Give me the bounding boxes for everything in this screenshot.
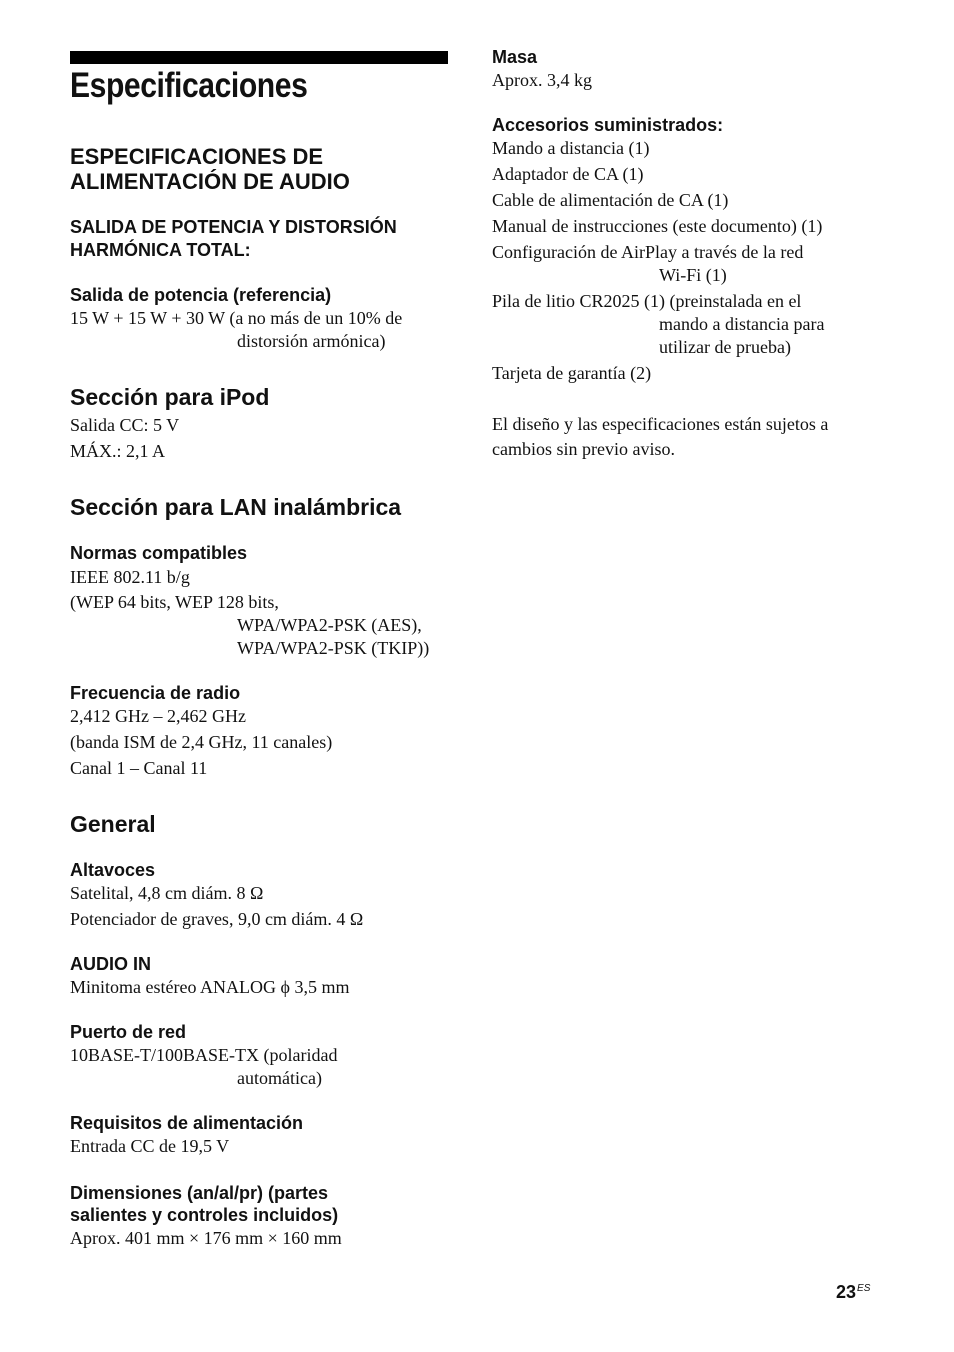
dimensiones-line1: Aprox. 401 mm × 176 mm × 160 mm bbox=[70, 1228, 342, 1248]
altavoces-line1: Satelital, 4,8 cm diám. 8 Ω bbox=[70, 883, 264, 903]
heading-potencia: Salida de potencia (referencia) bbox=[70, 285, 332, 305]
masa-line1: Aprox. 3,4 kg bbox=[492, 70, 592, 90]
heading-accesorios: Accesorios suministrados: bbox=[492, 115, 724, 135]
potencia-line2: distorsión armónica) bbox=[237, 331, 386, 351]
section-heading-audio-line2: ALIMENTACIÓN DE AUDIO bbox=[70, 169, 350, 194]
frecuencia-line3: Canal 1 – Canal 11 bbox=[70, 758, 208, 778]
puerto-line1: 10BASE-T/100BASE-TX (polaridad bbox=[70, 1045, 338, 1065]
accesorios-line9: utilizar de prueba) bbox=[659, 337, 791, 357]
frecuencia-line2: (banda ISM de 2,4 GHz, 11 canales) bbox=[70, 732, 333, 752]
ipod-line1: Salida CC: 5 V bbox=[70, 415, 180, 435]
potencia-line1: 15 W + 15 W + 30 W (a no más de un 10% de bbox=[70, 308, 403, 328]
section-heading-ipod: Sección para iPod bbox=[70, 384, 270, 410]
altavoces-line2: Potenciador de graves, 9,0 cm diám. 4 Ω bbox=[70, 909, 364, 929]
accesorios-line1: Mando a distancia (1) bbox=[492, 138, 650, 158]
heading-audio-in: AUDIO IN bbox=[70, 954, 151, 974]
normas-line4: WPA/WPA2-PSK (TKIP)) bbox=[237, 638, 430, 658]
heading-masa: Masa bbox=[492, 47, 538, 67]
puerto-line2: automática) bbox=[237, 1068, 322, 1088]
heading-altavoces: Altavoces bbox=[70, 860, 156, 880]
accesorios-line7: Pila de litio CR2025 (1) (preinstalada en el bbox=[492, 291, 802, 311]
heading-normas: Normas compatibles bbox=[70, 543, 248, 563]
audio-in-line1: Minitoma estéreo ANALOG ϕ 3,5 mm bbox=[70, 977, 350, 997]
subheading-salida-line1: SALIDA DE POTENCIA Y DISTORSIÓN bbox=[70, 217, 397, 237]
subheading-salida-line2: HARMÓNICA TOTAL: bbox=[70, 240, 251, 260]
heading-dimensiones-line2: salientes y controles incluidos) bbox=[70, 1205, 339, 1225]
normas-line1: IEEE 802.11 b/g bbox=[70, 567, 190, 587]
accesorios-line2: Adaptador de CA (1) bbox=[492, 164, 644, 184]
page-title: Especificaciones bbox=[70, 66, 308, 105]
heading-requisitos: Requisitos de alimentación bbox=[70, 1113, 304, 1133]
nota-line2: cambios sin previo aviso. bbox=[492, 439, 675, 459]
accesorios-line3: Cable de alimentación de CA (1) bbox=[492, 190, 729, 210]
section-heading-audio-line1: ESPECIFICACIONES DE bbox=[70, 144, 324, 169]
nota-line1: El diseño y las especificaciones están sujetos a bbox=[492, 414, 829, 434]
section-heading-lan: Sección para LAN inalámbrica bbox=[70, 494, 402, 520]
normas-line3: WPA/WPA2-PSK (AES), bbox=[237, 615, 422, 635]
frecuencia-line1: 2,412 GHz – 2,462 GHz bbox=[70, 706, 246, 726]
accesorios-line4: Manual de instrucciones (este documento) (1) bbox=[492, 216, 823, 236]
accesorios-line8: mando a distancia para bbox=[659, 314, 825, 334]
requisitos-line1: Entrada CC de 19,5 V bbox=[70, 1136, 230, 1156]
ipod-line2: MÁX.: 2,1 A bbox=[70, 441, 166, 461]
heading-frecuencia: Frecuencia de radio bbox=[70, 683, 241, 703]
heading-dimensiones-line1: Dimensiones (an/al/pr) (partes bbox=[70, 1183, 329, 1203]
normas-line2: (WEP 64 bits, WEP 128 bits, bbox=[70, 592, 279, 612]
section-heading-general: General bbox=[70, 811, 156, 837]
accesorios-line6: Wi-Fi (1) bbox=[659, 265, 727, 285]
accesorios-line5: Configuración de AirPlay a través de la red bbox=[492, 242, 804, 262]
page-number bbox=[836, 1282, 870, 1303]
heading-puerto: Puerto de red bbox=[70, 1022, 187, 1042]
title-rule bbox=[70, 51, 448, 64]
page-number-value: 23 bbox=[836, 1282, 857, 1302]
page-number-lang: ES bbox=[857, 1283, 871, 1294]
accesorios-line10: Tarjeta de garantía (2) bbox=[492, 363, 652, 383]
